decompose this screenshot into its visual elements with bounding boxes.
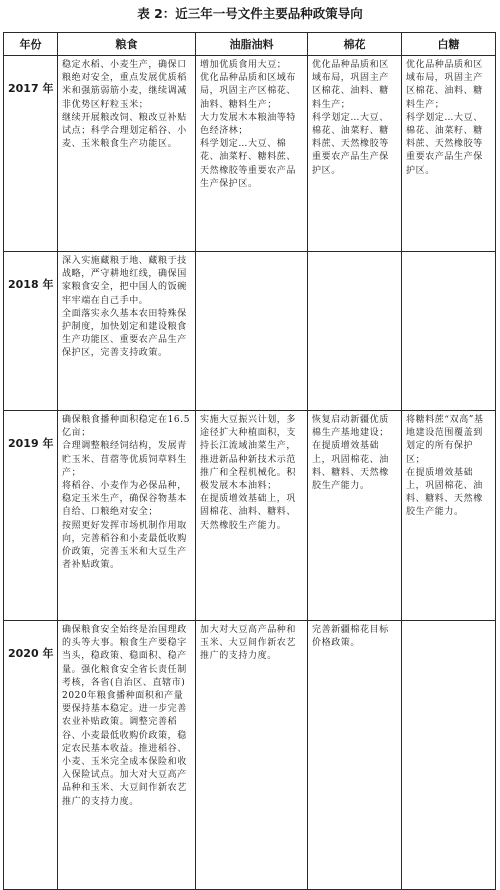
grain-cell [58, 621, 196, 890]
table-caption: 表 2：近三年一号文件主要品种政策导向 [137, 6, 363, 21]
header-sugar: 白糖 [402, 33, 496, 56]
sugar-cell [402, 411, 496, 621]
table-row-2019 [4, 411, 496, 621]
policy-table [3, 32, 496, 890]
grain-text: 稳定水稻、小麦生产，确保口粮绝对安全，重点发展优质稻米和强筋弱筋小麦，继续调减非优势区籽粒玉米； 继续开展粮改饲、粮改豆补贴试点；科学合理划定稻谷、小麦、玉米粮食生产功能区。 [62, 60, 187, 150]
year-cell: 2018 年 [4, 252, 58, 411]
sugar-text: 将糖料蔗“双高”基地建设范围覆盖到划定的所有保护区； 在提质增效基础上，巩固棉花、油料、糖料、天然橡胶生产能力。 [406, 415, 484, 518]
cotton-text: 优化品种品质和区域布局，巩固主产区棉花、油料、糖料生产； 科学划定…大豆、棉花、油菜籽、糖料蔗、天然橡胶等重要农产品生产保护区。 [312, 60, 389, 176]
header-grain: 粮食 [58, 33, 196, 56]
grain-text: 确保粮食播种面积稳定在16.5亿亩； 合理调整粮经饲结构，发展青贮玉米、苜蓿等优质饲草料生产； 将稻谷、小麦作为必保品种，稳定玉米生产，确保谷物基本自给、口粮绝对安全； 按照更好发挥市场机制作用取向，完善稻谷和小麦最低收购价政策，完善玉米和大豆生产者补贴政策。 [62, 415, 191, 571]
year-cell: 2019 年 [4, 411, 58, 621]
grain-text: 确保粮食安全始终是治国理政的头等大事。粮食生产要稳字当头，稳政策、稳面积、稳产量。强化粮食安全省长责任制考核，各省(自治区、直辖市)2020年粮食播种面积和产量要保持基本稳定。进一步完善农业补贴政策。调整完善稻谷、小麦最低收购价政策，稳定农民基本收益。推进稻谷、小麦、玉米完全成本保险和收入保险试点。加大对大豆高产品种和玉米、大豆间作新农艺推广的支持力度。 [62, 625, 187, 807]
header-cotton: 棉花 [308, 33, 402, 56]
year-cell: 2020 年 [4, 621, 58, 890]
cotton-cell [308, 56, 402, 252]
year-cell: 2017 年 [4, 56, 58, 252]
oil-cell [196, 411, 308, 621]
cotton-cell [308, 621, 402, 890]
table-row-2017 [4, 56, 496, 252]
oil-text: 实施大豆振兴计划，多途径扩大种植面积，支持长江流域油菜生产，推进新品种新技术示范推广和全程机械化。积极发展木本油料； 在提质增效基础上，巩固棉花、油料、糖料、天然橡胶生产能力。 [200, 415, 297, 531]
grain-cell [58, 252, 196, 411]
grain-text: 深入实施藏粮于地、藏粮于技战略，严守耕地红线，确保国家粮食安全，把中国人的饭碗牢牢端在自己手中。 全面落实永久基本农田特殊保护制度，加快划定和建设粮食生产功能区、重要农产品生产保护区，完善支持政策。 [62, 256, 187, 359]
cotton-cell [308, 411, 402, 621]
header-year: 年份 [4, 33, 58, 56]
table-row-2020 [4, 621, 496, 890]
grain-cell [58, 56, 196, 252]
sugar-cell [402, 621, 496, 890]
oil-text: 增加优质食用大豆； 优化品种品质和区域布局，巩固主产区棉花、油料、糖料生产； 大力发展木本粮油等特色经济林； 科学划定…大豆、棉花、油菜籽、糖料蔗、天然橡胶等重要农产品生产保护区。 [200, 60, 297, 189]
sugar-cell [402, 252, 496, 411]
header-oil: 油脂油料 [196, 33, 308, 56]
sugar-text: 优化品种品质和区域布局，巩固主产区棉花、油料、糖料生产； 科学划定…大豆、棉花、油菜籽、糖料蔗、天然橡胶等重要农产品生产保护区。 [406, 60, 483, 176]
cotton-text: 恢复启动新疆优质棉生产基地建设； 在提质增效基础上，巩固棉花、油料、糖料、天然橡胶生产能力。 [312, 415, 389, 492]
cotton-cell [308, 252, 402, 411]
table-row-2018 [4, 252, 496, 411]
oil-cell [196, 56, 308, 252]
cotton-text: 完善新疆棉花目标价格政策。 [312, 625, 389, 649]
oil-cell [196, 252, 308, 411]
oil-text: 加大对大豆高产品种和玉米、大豆间作新农艺推广的支持力度。 [200, 625, 297, 662]
oil-cell [196, 621, 308, 890]
sugar-cell [402, 56, 496, 252]
grain-cell [58, 411, 196, 621]
header-row [4, 33, 496, 56]
